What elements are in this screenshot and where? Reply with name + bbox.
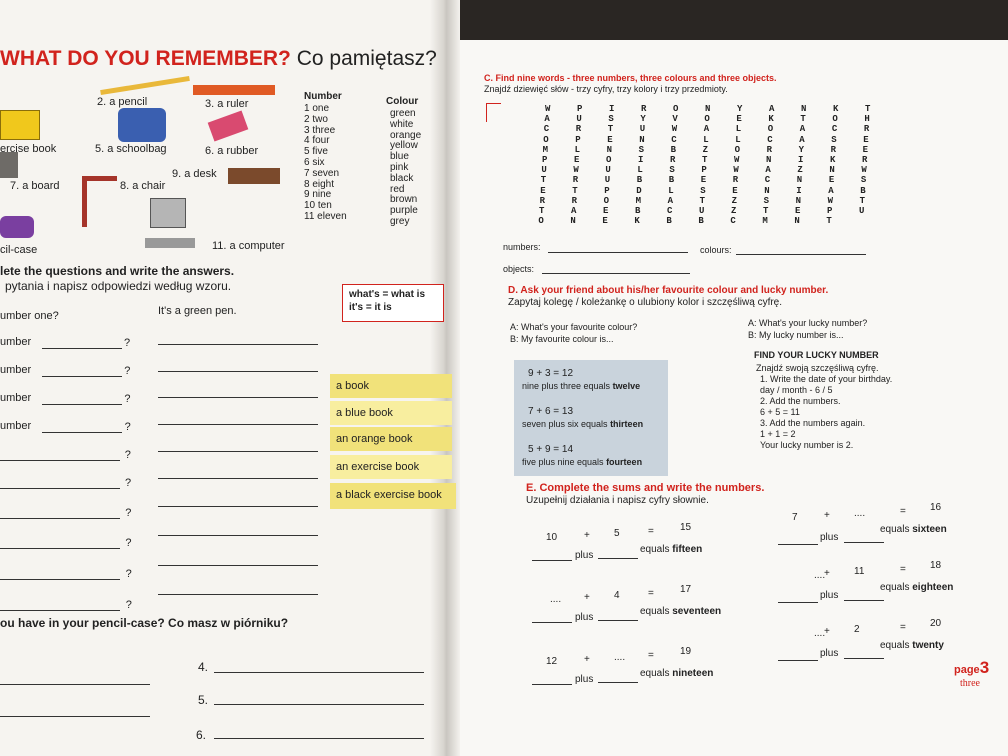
question-mark: ? <box>125 568 132 580</box>
equals-word: equals <box>880 524 910 535</box>
task-e-subtitle: Uzupełnij działania i napisz cyfry słownie. <box>526 495 709 506</box>
sum-plus-sign: + <box>824 626 830 637</box>
wordsearch-row: T R U B B E R C N E S <box>540 175 877 186</box>
book-label-5 <box>330 483 456 509</box>
sum-left-equals-word <box>640 668 713 679</box>
task-e-title <box>526 482 764 494</box>
sum-left-word-blank-1[interactable] <box>532 622 572 623</box>
pic-label-board: 7. a board <box>10 180 60 192</box>
sum-plus-sign: + <box>584 530 590 541</box>
example-sum-digits: 7 + 6 = 13 <box>528 406 574 417</box>
sum-equals-sign: = <box>900 506 906 517</box>
sum-plus-word: plus <box>575 674 594 685</box>
pc-item-4: 4. <box>198 660 209 674</box>
pic-label-chair: 8. a chair <box>120 180 166 192</box>
sum-equals-sign: = <box>648 526 654 537</box>
sum-right-a: .... <box>814 570 826 581</box>
sum-right-equals-word <box>880 640 944 651</box>
sum-left-c: 19 <box>680 646 692 657</box>
pic-label-desk: 9. a desk <box>172 168 217 180</box>
question-prefix: umber <box>0 420 32 432</box>
sum-plus-sign: + <box>824 510 830 521</box>
sum-left-equals-word <box>640 606 721 617</box>
question-mark: ? <box>125 477 132 489</box>
question-blank[interactable] <box>42 432 122 433</box>
colour-item: green <box>390 108 416 119</box>
page-title <box>0 47 437 71</box>
sum-plus-sign: + <box>584 592 590 603</box>
question-blank[interactable] <box>0 548 120 549</box>
sum-left-word-blank-2[interactable] <box>598 682 638 683</box>
colour-item: yellow <box>390 140 418 152</box>
sum-plus-sign: + <box>584 654 590 665</box>
book-label-text: a book <box>336 380 370 392</box>
number-item: 1 one <box>304 103 330 114</box>
lucky-line: 1. Write the date of your birthday. <box>760 374 893 384</box>
task-c-subtitle: Znajdź dziewięć słów - trzy cyfry, trzy kolory i trzy przedmioty. <box>484 84 728 94</box>
example-sum-words-plain: nine plus three equals <box>522 381 613 391</box>
pic-label-schoolbag: 5. a schoolbag <box>95 143 167 155</box>
dialog-a2: A: What's your lucky number? <box>748 318 868 328</box>
question-blank[interactable] <box>0 610 120 611</box>
number-item: 3 three <box>304 124 336 136</box>
book-label-2 <box>330 401 452 425</box>
wordsearch-row: C R T U W A L O A C R <box>543 124 880 135</box>
number-item: 4 four <box>304 135 330 147</box>
book-label-1 <box>330 374 452 398</box>
sum-plus-word: plus <box>820 590 839 601</box>
colour-item: red <box>390 183 405 195</box>
pic-label-exercise-book: ercise book <box>0 143 57 155</box>
answer-line[interactable] <box>158 344 318 345</box>
task-c-title-text: C. Find nine words - three numbers, three colours and three objects. <box>484 73 777 83</box>
task-b-instruction-pl: pytania i napisz odpowiedzi według wzoru. <box>5 279 232 293</box>
colour-header: Colour <box>386 96 419 107</box>
sum-answer-word: sixteen <box>912 524 947 535</box>
chair-picture <box>82 176 117 227</box>
page-number: 3 <box>979 658 990 677</box>
sum-right-word-blank-2[interactable] <box>844 658 884 659</box>
example-sum-words-bold: thirteen <box>610 419 644 429</box>
sum-left-b: .... <box>614 652 626 663</box>
sum-answer-word: eighteen <box>912 582 954 593</box>
lucky-line: Your lucky number is 2. <box>760 440 854 450</box>
colour-item: pink <box>390 162 409 173</box>
pc-line-5[interactable] <box>214 704 424 705</box>
wordsearch-row: M L N S B Z O R Y R E <box>542 144 879 155</box>
task-b-instruction-en: lete the questions and write the answers. <box>0 264 235 278</box>
question-mark: ? <box>124 421 131 433</box>
pic-label-pencil: 2. a pencil <box>97 96 148 108</box>
sum-right-c: 18 <box>930 560 942 571</box>
example-sum-digits: 9 + 3 = 12 <box>528 368 574 379</box>
board-picture <box>0 152 18 178</box>
sum-left-word-blank-2[interactable] <box>598 620 638 621</box>
exercise-book-picture <box>0 110 40 140</box>
sum-right-b: 11 <box>854 566 865 577</box>
sum-left-c: 17 <box>680 584 692 595</box>
question-mark: ? <box>125 537 132 549</box>
number-item: 2 two <box>304 113 328 125</box>
wordsearch-row: W P I R O N Y A N K T <box>545 104 882 114</box>
objects-answer-line[interactable] <box>542 273 690 274</box>
task-d-title <box>508 285 828 296</box>
title-en: WHAT DO YOU REMEMBER? <box>0 47 291 70</box>
pc-line-4[interactable] <box>214 672 424 673</box>
number-item: 9 nine <box>304 189 332 201</box>
question-mark: ? <box>124 393 131 405</box>
sum-answer-word: seventeen <box>672 606 722 617</box>
dialog-a1: A: What's your favourite colour? <box>510 322 638 332</box>
lucky-line: day / month - 6 / 5 <box>760 385 833 395</box>
example-sum-words-bold: fourteen <box>606 457 643 467</box>
page-word: three <box>960 678 980 689</box>
example-sum-words-bold: twelve <box>612 381 641 391</box>
sum-right-equals-word <box>880 582 953 593</box>
equals-word: equals <box>640 544 670 555</box>
question-mark: ? <box>124 449 131 461</box>
colour-item: grey <box>390 216 410 227</box>
sum-left-b: 4 <box>614 590 620 601</box>
colours-answer-line[interactable] <box>736 254 866 255</box>
contraction-box <box>342 284 444 322</box>
lucky-line: 3. Add the numbers again. <box>760 418 866 428</box>
question-blank[interactable] <box>0 460 120 461</box>
keyboard-picture <box>145 238 195 248</box>
sum-right-c: 16 <box>930 502 942 513</box>
question-mark: ? <box>124 365 131 377</box>
question-prefix: umber <box>0 336 32 348</box>
ruler-picture <box>193 85 275 95</box>
sum-plus-word: plus <box>820 532 839 543</box>
sum-right-word-blank-2[interactable] <box>844 542 884 543</box>
pencil-case-question: ou have in your pencil-case? Co masz w piórniku? <box>0 616 289 630</box>
sum-right-word-blank-2[interactable] <box>844 600 884 601</box>
sum-right-b: .... <box>854 508 866 519</box>
pc-item-6: 6. <box>196 728 207 742</box>
pic-label-pencil-case: cil-case <box>0 244 38 256</box>
book-label-text: a black exercise book <box>336 489 442 501</box>
wordsearch-row: T A E B C U Z T E P U <box>539 206 876 216</box>
colour-item: brown <box>390 194 418 206</box>
sum-answer-word: nineteen <box>672 668 714 679</box>
pic-label-computer: 11. a computer <box>212 240 285 252</box>
book-label-text: an exercise book <box>336 461 420 473</box>
book-label-4 <box>330 455 452 479</box>
pc-item-5: 5. <box>198 693 209 707</box>
number-item: 6 six <box>304 157 325 168</box>
desk-picture <box>228 168 280 184</box>
equals-word: equals <box>640 668 670 679</box>
sum-right-c: 20 <box>930 618 942 629</box>
wordsearch-row: U W U L S P W A Z N W <box>541 165 878 176</box>
objects-label: objects: <box>503 264 535 274</box>
sum-equals-sign: = <box>900 622 906 633</box>
answer-line[interactable] <box>158 594 318 595</box>
lucky-line: 1 + 1 = 2 <box>760 429 796 439</box>
numbers-answer-line[interactable] <box>548 252 688 253</box>
task-e-title-text: E. Complete the sums and write the numbers. <box>526 482 765 494</box>
answer-line[interactable] <box>158 424 318 425</box>
example-answer: It's a green pen. <box>158 305 237 317</box>
sum-left-word-blank-1[interactable] <box>532 560 572 561</box>
task-d-title-text: D. Ask your friend about his/her favourite colour and lucky number. <box>508 285 829 296</box>
lucky-line: 6 + 5 = 11 <box>760 407 800 417</box>
rule-its: it's = it is <box>349 302 392 313</box>
lucky-line: 2. Add the numbers. <box>760 396 841 406</box>
question-blank[interactable] <box>0 579 120 580</box>
page-label-text: page <box>954 664 980 676</box>
task-c-title <box>484 73 777 83</box>
sum-plus-word: plus <box>820 648 839 659</box>
answer-line[interactable] <box>158 397 318 398</box>
dialog-b1: B: My favourite colour is... <box>510 334 614 344</box>
colour-item: blue <box>390 151 409 163</box>
answer-line[interactable] <box>158 565 318 566</box>
question-blank[interactable] <box>0 518 120 519</box>
sum-answer-word: twenty <box>912 640 944 651</box>
number-item: 8 eight <box>304 178 335 190</box>
wordsearch-row: A U S Y V O E K T O H <box>544 114 881 125</box>
equals-word: equals <box>880 640 910 651</box>
lucky-line: Znajdź swoją szczęśliwą cyfrę. <box>756 363 879 373</box>
answer-line[interactable] <box>158 451 318 452</box>
sum-right-word-blank-1[interactable] <box>778 660 818 661</box>
rule-whats: what's = what is <box>349 289 426 300</box>
sum-plus-sign: + <box>824 568 830 579</box>
sum-left-word-blank-1[interactable] <box>532 684 572 685</box>
sum-left-a: 12 <box>546 656 558 667</box>
wordsearch-row: E T P D L S E N I A B <box>540 185 877 196</box>
book-label-3 <box>330 427 452 451</box>
schoolbag-picture <box>118 108 166 142</box>
example-sum-words <box>522 381 640 391</box>
sum-plus-word: plus <box>575 612 594 623</box>
book-label-text: an orange book <box>336 433 413 445</box>
number-item: 5 five <box>304 146 328 158</box>
question-mark: ? <box>124 337 131 349</box>
sum-right-equals-word <box>880 524 947 535</box>
colour-item: purple <box>390 205 418 217</box>
sum-left-c: 15 <box>680 522 692 533</box>
sum-plus-word: plus <box>575 550 594 561</box>
answer-line[interactable] <box>158 478 318 479</box>
numbers-label: numbers: <box>503 242 541 252</box>
sum-left-word-blank-2[interactable] <box>598 558 638 559</box>
sum-right-word-blank-1[interactable] <box>778 544 818 545</box>
wordsearch-row: O P E N C L L C A S E <box>543 134 880 145</box>
pc-line-6[interactable] <box>214 738 424 739</box>
sum-left-equals-word <box>640 544 702 555</box>
question-blank[interactable] <box>42 376 122 377</box>
page-label <box>954 658 989 678</box>
pic-label-rubber: 6. a rubber <box>205 145 259 157</box>
question-blank[interactable] <box>0 488 120 489</box>
question-mark: ? <box>125 507 132 519</box>
sum-right-b: 2 <box>854 624 860 635</box>
sum-right-word-blank-1[interactable] <box>778 602 818 603</box>
computer-picture <box>150 198 186 228</box>
example-sum-digits: 5 + 9 = 14 <box>528 444 574 455</box>
colours-label: colours: <box>700 245 732 255</box>
sum-left-b: 5 <box>614 528 620 539</box>
pic-label-ruler: 3. a ruler <box>205 98 249 110</box>
question-mark: ? <box>125 599 132 611</box>
number-item: 11 eleven <box>304 211 347 222</box>
sum-equals-sign: = <box>648 650 654 661</box>
number-header: Number <box>304 91 342 102</box>
equals-word: equals <box>880 582 910 593</box>
pencil-case-picture <box>0 216 34 238</box>
task-d-subtitle: Zapytaj kolegę / koleżankę o ulubiony kolor i szczęśliwą cyfrę. <box>508 297 783 308</box>
example-question: umber one? <box>0 310 59 322</box>
example-sum-words-plain: five plus nine equals <box>522 457 607 467</box>
sum-equals-sign: = <box>900 564 906 575</box>
book-label-text: a blue book <box>336 407 393 419</box>
question-prefix: umber <box>0 364 32 376</box>
sum-right-a: .... <box>814 628 826 639</box>
sum-equals-sign: = <box>648 588 654 599</box>
answer-line[interactable] <box>158 535 318 536</box>
wordsearch-row: P E O I R T W N I K R <box>542 155 879 165</box>
example-sum-words <box>522 419 643 429</box>
pc-line-left-1[interactable] <box>0 684 150 685</box>
example-sum-words <box>522 457 642 467</box>
number-item: 7 seven <box>304 167 340 179</box>
title-pl: Co pamiętasz? <box>296 47 437 70</box>
sum-left-a: 10 <box>546 532 558 543</box>
wordsearch-row: R R O M A T Z S N W T <box>539 195 876 206</box>
equals-word: equals <box>640 606 670 617</box>
dialog-b2: B: My lucky number is... <box>748 330 844 340</box>
number-item: 10 ten <box>304 200 332 212</box>
answer-line[interactable] <box>158 371 318 372</box>
question-prefix: umber <box>0 392 32 404</box>
answer-line[interactable] <box>158 506 318 507</box>
pc-line-left-2[interactable] <box>0 716 150 717</box>
question-blank[interactable] <box>42 348 122 349</box>
colour-item: white <box>390 118 414 130</box>
wordsearch-row: O N E K B B C M N T <box>538 216 843 227</box>
example-sum-words-plain: seven plus six equals <box>522 419 611 429</box>
sum-left-a: .... <box>550 594 562 605</box>
sum-right-a: 7 <box>792 512 798 523</box>
colour-item: black <box>390 172 414 184</box>
corner-arrow-icon <box>486 103 501 122</box>
lucky-title: FIND YOUR LUCKY NUMBER <box>754 350 879 360</box>
sum-answer-word: fifteen <box>672 544 703 555</box>
question-blank[interactable] <box>42 404 122 405</box>
colour-item: orange <box>390 129 422 141</box>
